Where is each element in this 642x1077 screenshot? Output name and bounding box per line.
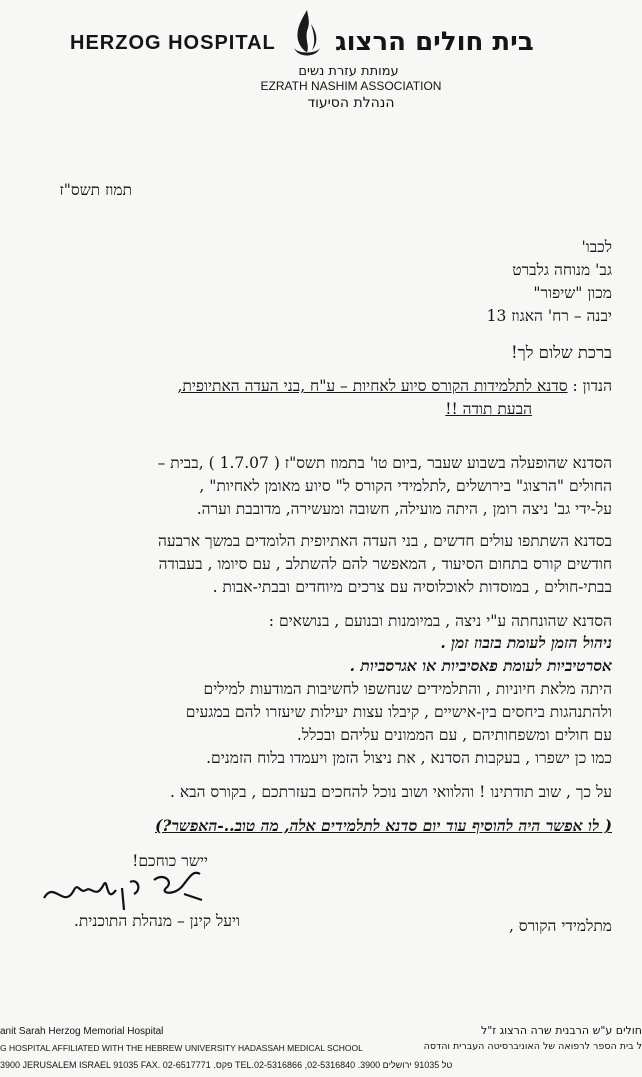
recipient-address: יבנה – רח' האגוז 13 — [486, 307, 612, 325]
body-thanks-line: על כך , שוב תודתינו ! והלוואי ושוב נוכל להחכים בעזרתכם , בקורס הבא . — [169, 783, 612, 801]
body-p3-line-6: עם חולים ומשפחותיהם , עם הממונים עליהם ובכלל. — [296, 726, 612, 744]
footer-right-line-2: ל בית הספר לרפואה של האוניברסיטה העברית והדסה — [423, 1041, 642, 1052]
recipient-name: גב' מנוחה גלברט — [512, 261, 612, 279]
footer-left-line-1: anit Sarah Herzog Memorial Hospital — [0, 1026, 164, 1037]
closing-thanks: יישר כוחכם! — [132, 852, 208, 870]
recipient-to: לכבו' — [581, 238, 612, 256]
flame-emblem-icon — [288, 8, 326, 64]
body-p2-line-2: חודשים קורס בתחום הסיעוד , המאפשר להם להשתלב , עם סיומו , בעבודה — [158, 555, 612, 573]
footer-right-line-1: חולים ע"ש הרבנית שרה הרצוג ז"ל — [480, 1024, 642, 1037]
signer-line: ויעל קינן – מנהלת התוכנית. — [73, 912, 240, 930]
from-students: מתלמידי הקורס , — [508, 917, 612, 935]
body-p2-line-3: בבתי-חולים , במוסדות לאוכלוסיה עם צרכים מיוחדים ובבתי-אבות . — [212, 578, 612, 596]
association-name-en: EZRATH NASHIM ASSOCIATION — [260, 79, 442, 93]
hospital-name-en: HERZOG HOSPITAL — [70, 32, 276, 54]
subject-label: הנדון : — [572, 377, 612, 395]
nursing-management-title: הנהלת הסיעוד — [307, 95, 395, 111]
subject-line-2: הבעת תודה !! — [445, 400, 532, 418]
body-p2-line-1: בסדנא השתתפו עולים חדשים , בני העדה האתיופית הלומדים במשך ארבעה — [157, 532, 612, 550]
greeting: ברכת שלום לך! — [510, 343, 612, 362]
letter-date: תמוז תשס"ז — [59, 181, 132, 199]
subject-text: סדנא לתלמידות הקורס סיוע לאחיות – ע"ח ,בני העדה האתיופית, — [177, 377, 568, 395]
body-p1-line-1: הסדנא שהופעלה בשבוע שעבר ,ביום טו' בתמוז תשס"ז ( 1.7.07 ) ,בבית – — [157, 454, 612, 472]
hospital-name-he: בית חולים הרצוג — [335, 27, 534, 57]
footer-left-line-2: G HOSPITAL AFFILIATED WITH THE HEBREW UNIVERSITY HADASSAH MEDICAL SCHOOL — [0, 1043, 363, 1053]
body-p3-line-5: ולהתנהגות ביחסים בין-אישיים , קיבלו עצות יעילות שיעזרו להם במגעים — [185, 703, 612, 721]
topic-time-management: ניהול הזמן לעומת בזבוז זמן . — [440, 633, 612, 652]
topic-assertiveness: אסרטיביות לעומת פאסיביות או אגרסביות . — [349, 656, 612, 675]
association-name-he: עמותת עזרת נשים — [298, 64, 399, 79]
body-closing-wish: ( לו אפשר היה להוסיף עוד יום סדנא לתלמידים אלה, מה טוב..-האפשר?) — [154, 816, 612, 835]
body-p1-line-3: על-ידי גב' ניצה רומן , היתה מועילה, חשובה ומעשירה, מדובבת וערה. — [196, 500, 612, 518]
subject-line-1 — [52, 375, 612, 398]
handwritten-signature — [34, 860, 224, 920]
body-p3-line-4: היתה מלאת חיוניות , והתלמידים שנחשפו לחשיבות המודעות למילים — [203, 680, 612, 698]
footer-address-line: 3900 JERUSALEM ISRAEL 91035 FAX. 02-6517771 .פקס TEL.02-5316866 ,02-5316840 .טל 91035 ירושלים 3900 — [0, 1060, 453, 1070]
body-p3-line-7: כמו כן ישפרו , בעקבות הסדנא , את ניצול הזמן ויעמדו בלוח הזמנים. — [206, 749, 612, 767]
body-p3-line-1: הסדנא שהונחתה ע"י ניצה , במיומנות ובנועם , בנושאים : — [268, 612, 612, 630]
recipient-org: מכון "שיפור" — [533, 284, 612, 302]
body-p1-line-2: החולים "הרצוג" בירושלים ,לתלמידי הקורס ל" סיוע מאומן לאחיות" , — [199, 477, 612, 495]
